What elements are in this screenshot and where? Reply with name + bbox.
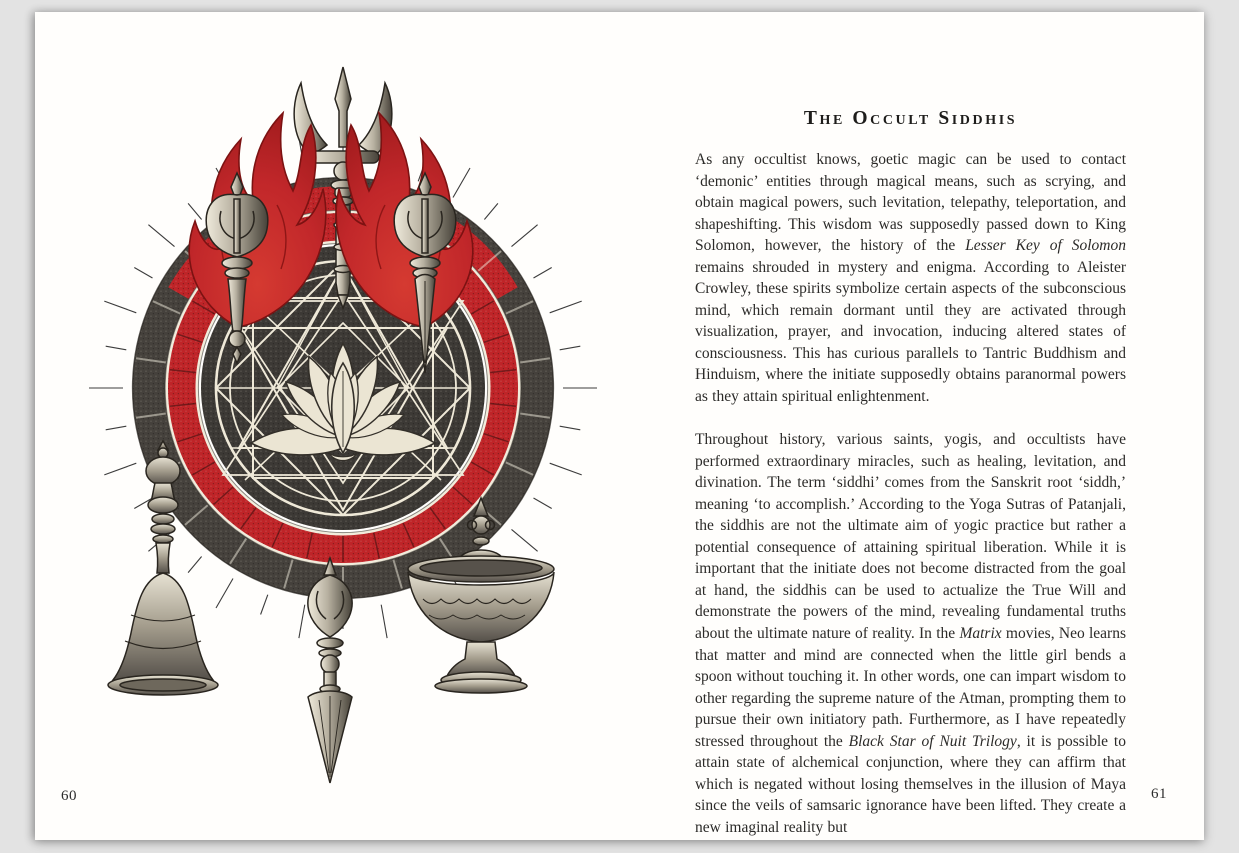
body-text	[695, 149, 1126, 838]
paragraph: As any occultist knows, goetic magic can be used to contact ‘demonic’ entities through magical means, such as scrying, and obtain magical powers, such levitation, telepathy, teleportation, and shapeshifting. This wisdom was supposedly passed down to King Solomon, however, the history of the Lesser Key of Solomon remains shrouded in mystery and enigma. According to Aleister Crowley, these spirits symbolize certain aspects of the subconscious mind, which remain dormant until they are activated through visualization, prayer, and invocation, inducing altered states of consciousness. This has curious parallels to Tantric Buddhism and Hinduism, where the initiate supposedly obtains paranormal powers as they attain spiritual enlightenment.	[695, 151, 1126, 406]
book-spread	[35, 12, 1204, 840]
phurba-dagger-icon	[308, 558, 352, 783]
page-number-right: 61	[1151, 786, 1167, 802]
tantric-mandala-illustration	[85, 50, 600, 800]
paragraph: Throughout history, various saints, yogis, and occultists have performed extraordinary miracles, such as healing, levitation, and divination. The term ‘siddhi’ comes from the Sanskrit root ‘siddh,’ meaning ‘to accomplish.’ According to the Yoga Sutras of Patanjali, the siddhis are not the ultimate aim of yogic practice but rather a potential consequence of attaining spiritual liberation. While it is important that the initiate does not become distracted from the goal at hand, the siddhis can be used to actualize the True Will and demonstrate the powers of the mind, revealing fundamental truths about the ultimate nature of reality. In the Matrix movies, Neo learns that matter and mind are connected when the little girl bends a spoon without touching it. In other words, one can impart wisdom to other regarding the supreme nature of the Atman, prompting them to pursue their own initiatory path. Furthermore, as I have repeatedly stressed throughout the Black Star of Nuit Trilogy, it is possible to attain state of alchemical conjunction, where they can affirm that which is negated without losing themselves in the illusion of Maya since the veils of samsaric ignorance have been lifted. They create a new imaginal reality but	[695, 431, 1126, 836]
chapter-title: The Occult Siddhis	[803, 108, 1018, 129]
text-column	[695, 108, 1126, 838]
page-number-left: 60	[61, 788, 77, 804]
